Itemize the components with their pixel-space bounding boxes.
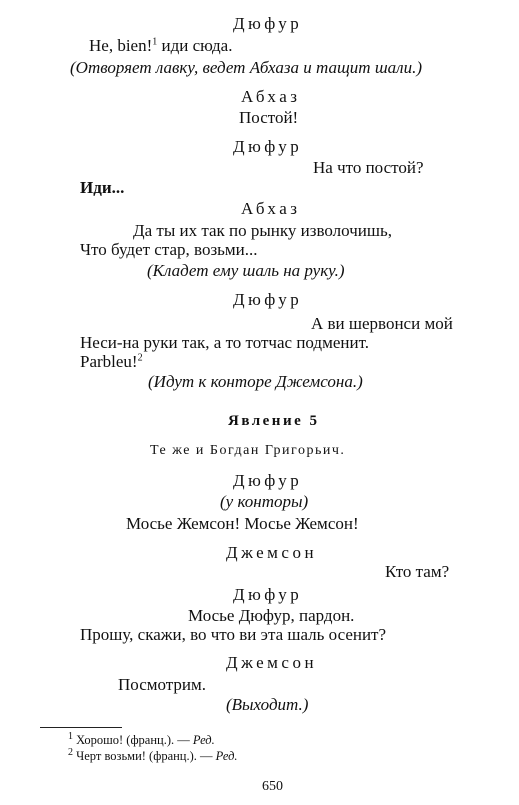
line-dufour-9: Прошу, скажи, во что ви эта шаль осенит? <box>80 625 387 644</box>
line-text: Parbleu! <box>80 352 138 371</box>
footnote-text: Хорошо! (франц.). — <box>76 733 193 747</box>
stage-direction: (Кладет ему шаль на руку.) <box>147 261 345 280</box>
line-abkhaz-3: Что будет стар, возьми... <box>80 240 258 259</box>
scene-heading: Явление 5 <box>228 413 320 429</box>
line-jameson-2: Посмотрим. <box>118 675 207 694</box>
line-dufour-1 <box>89 36 232 56</box>
footnote-divider <box>40 727 122 728</box>
line-dufour-4: А ви шервонси мой <box>311 314 453 333</box>
stage-direction: (у конторы) <box>220 492 309 511</box>
scene-characters: Те же и Богдан Григорьич. <box>150 443 346 458</box>
line-dufour-3: Иди... <box>80 178 125 197</box>
line-dufour-5: Неси-на руки так, а то тотчас подменит. <box>80 333 369 352</box>
speaker-dufour: Дюфур <box>233 14 303 33</box>
line-jameson-1: Кто там? <box>385 562 450 581</box>
line-dufour-2: На что постой? <box>313 158 424 177</box>
footnote-text: Черт возьми! (франц.). — <box>76 749 216 763</box>
line-text: иди сюда. <box>157 36 233 55</box>
footnote-editor: Ред. <box>215 749 238 763</box>
line-dufour-6 <box>80 352 143 372</box>
footnote-1 <box>68 730 215 748</box>
speaker-dufour: Дюфур <box>233 585 303 604</box>
footnote-ref: 1 <box>152 36 158 48</box>
speaker-jameson: Джемсон <box>226 543 318 562</box>
stage-direction: (Идут к конторе Джемсона.) <box>148 372 363 391</box>
stage-direction: (Выходит.) <box>226 695 309 714</box>
footnote-number: 1 <box>68 730 73 742</box>
line-abkhaz-1: Постой! <box>239 108 299 127</box>
footnote-number: 2 <box>68 746 73 758</box>
line-dufour-8: Мосье Дюфур, пардон. <box>188 606 355 625</box>
speaker-dufour: Дюфур <box>233 471 303 490</box>
page-number: 650 <box>262 779 283 794</box>
speaker-jameson: Джемсон <box>226 653 318 672</box>
line-dufour-7: Мосье Жемсон! Мосье Жемсон! <box>126 514 359 533</box>
footnote-editor: Ред. <box>192 733 215 747</box>
line-text: Не, bien! <box>89 36 153 55</box>
speaker-abkhaz: Абхаз <box>241 199 301 218</box>
speaker-abkhaz: Абхаз <box>241 87 301 106</box>
footnote-ref: 2 <box>137 352 143 364</box>
speaker-dufour: Дюфур <box>233 137 303 156</box>
stage-direction: (Отворяет лавку, ведет Абхаза и тащит шали.) <box>70 58 422 77</box>
line-abkhaz-2: Да ты их так по рынку изволочишь, <box>133 221 392 240</box>
speaker-dufour: Дюфур <box>233 290 303 309</box>
footnote-2 <box>68 746 238 764</box>
